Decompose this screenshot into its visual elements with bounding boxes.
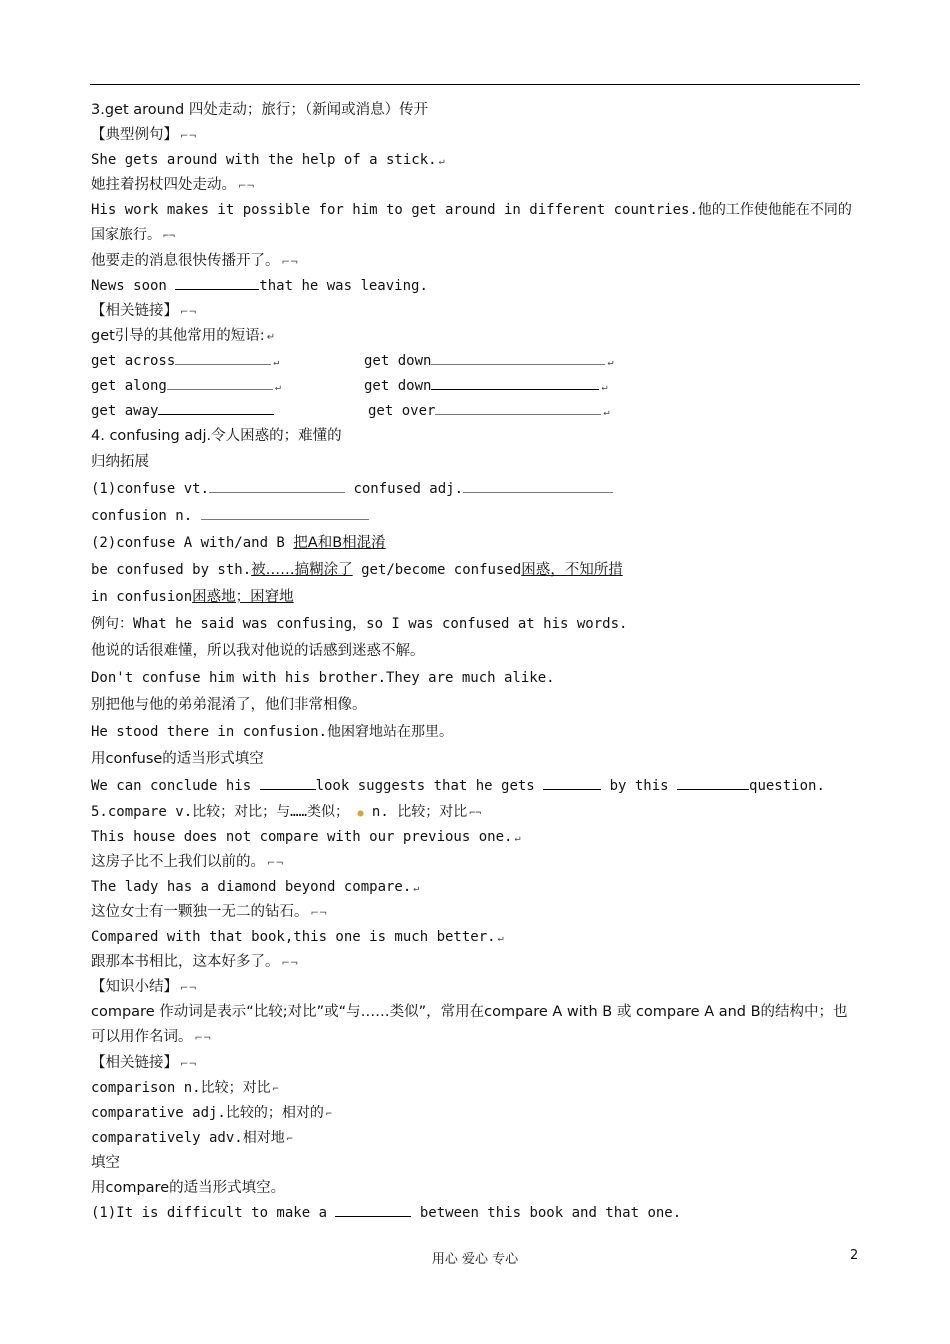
document-body (91, 98, 863, 1226)
phrase-usage: (2)confuse A with/and B 把A和B相混淆 (91, 535, 386, 551)
phrase-list-intro: get引导的其他常用的短语: ↵ (91, 328, 276, 344)
phrase-row: get along ↵ get down ↵ (91, 374, 863, 399)
exercise-instruction: 用confuse的适当形式填空 (91, 751, 264, 767)
word-forms-row: (1)confuse vt. confused adj. (91, 476, 863, 503)
example-sentence: His work makes it possible for him to get around in different countries.他的工作使他能在不同的国家旅行。 ⌐¬ (91, 202, 852, 243)
example-translation: 他要走的消息很快传播开了。 ⌐¬ (91, 253, 299, 269)
page-footer: 用心 爱心 专心 (431, 1252, 519, 1267)
answer-blank[interactable] (677, 775, 749, 790)
fill-blank-sentence: News soon that he was leaving. (91, 274, 863, 299)
phrase-row: get away get over ↵ (91, 399, 863, 424)
paragraph-mark-icon: ⌐¬ (163, 231, 176, 242)
related-links-heading: 【相关链接】 ⌐¬ (91, 303, 197, 319)
example-translation: 她拄着拐杖四处走动。 ⌐¬ (91, 177, 255, 193)
answer-blank[interactable] (201, 505, 369, 520)
related-links-heading: 【相关链接】 ⌐¬ (91, 1055, 197, 1071)
header-rule (90, 84, 860, 85)
related-word: comparison n.比较；对比 ⌐ (91, 1080, 279, 1096)
example-sentence: He stood there in confusion.他困窘地站在那里。 (91, 724, 454, 740)
answer-blank[interactable] (335, 1202, 411, 1217)
phrase-usage: be confused by sth.被……搞糊涂了 get/become confused困惑，不知所措 (91, 562, 623, 578)
return-mark-icon: ↵ (266, 332, 276, 343)
example-sentence: This house does not compare with our previous one. ↵ (91, 829, 521, 845)
example-translation: 这位女士有一颗独一无二的钻石。 ⌐¬ (91, 904, 328, 920)
paragraph-mark-icon: ⌐¬ (180, 307, 197, 318)
induction-heading: 归纳拓展 (91, 454, 149, 470)
answer-blank[interactable] (167, 375, 273, 390)
exercise-instruction: 用compare的适当形式填空。 (91, 1180, 286, 1196)
page-number: 2 (850, 1248, 859, 1263)
example-sentence: 例句：What he said was confusing，so I was confused at his words. (91, 616, 628, 632)
knowledge-summary-heading: 【知识小结】 ⌐¬ (91, 979, 197, 995)
fill-blank-heading: 填空 (91, 1155, 120, 1171)
knowledge-summary-text: compare 作动词是表示“比较;对比”或“与……类似”，常用在compare A with B 或 compare A and B的结构中；也可以用作名词。 ⌐¬ (91, 1004, 848, 1045)
item-4-heading: 4. confusing adj.令人困惑的；难懂的 (91, 428, 342, 444)
paragraph-mark-icon: ⌐¬ (238, 181, 255, 192)
item-3-heading: 3.get around 四处走动；旅行；（新闻或消息）传开 (91, 102, 429, 118)
answer-blank[interactable] (543, 775, 601, 790)
phrase-usage: in confusion困惑地；困窘地 (91, 589, 294, 605)
return-mark-icon: ↵ (438, 156, 445, 167)
example-translation: 别把他与他的弟弟混淆了，他们非常相像。 (91, 697, 367, 713)
dot-icon: ● (357, 808, 364, 819)
phrase-row: get across ↵ get down ↵ (91, 349, 863, 374)
word-forms-row: confusion n. (91, 503, 863, 530)
typical-examples-heading: 【典型例句】 ⌐¬ (91, 127, 197, 143)
answer-blank[interactable] (431, 350, 605, 365)
paragraph-mark-icon: ⌐¬ (180, 131, 197, 142)
answer-blank[interactable] (209, 478, 345, 493)
example-translation: 这房子比不上我们以前的。 ⌐¬ (91, 854, 284, 870)
fill-blank-sentence: We can conclude his look suggests that he gets by this question. (91, 773, 863, 800)
example-translation: 他说的话很难懂，所以我对他说的话感到迷惑不解。 (91, 643, 425, 659)
paragraph-mark-icon: ⌐¬ (469, 808, 482, 819)
related-word: comparatively adv.相对地 ⌐ (91, 1130, 293, 1146)
example-sentence: The lady has a diamond beyond compare. ↵ (91, 879, 420, 895)
example-sentence: She gets around with the help of a stick. ↵ (91, 152, 445, 168)
answer-blank[interactable] (175, 275, 259, 290)
example-sentence: Don't confuse him with his brother.They are much alike. (91, 670, 555, 686)
answer-blank[interactable] (463, 478, 613, 493)
example-translation: 跟那本书相比，这本好多了。 ⌐¬ (91, 954, 299, 970)
answer-blank[interactable] (431, 375, 599, 390)
answer-blank[interactable] (158, 400, 274, 415)
item-5-heading: 5.compare v.比较；对比；与……类似； ● n. 比较；对比 ⌐¬ (91, 804, 482, 820)
answer-blank[interactable] (435, 400, 601, 415)
example-sentence: Compared with that book,this one is much better. ↵ (91, 929, 504, 945)
paragraph-mark-icon: ⌐¬ (281, 257, 299, 268)
fill-blank-sentence: (1)It is difficult to make a between this book and that one. (91, 1201, 863, 1226)
answer-blank[interactable] (175, 350, 271, 365)
answer-blank[interactable] (260, 775, 316, 790)
related-word: comparative adj.比较的；相对的 ⌐ (91, 1105, 332, 1121)
